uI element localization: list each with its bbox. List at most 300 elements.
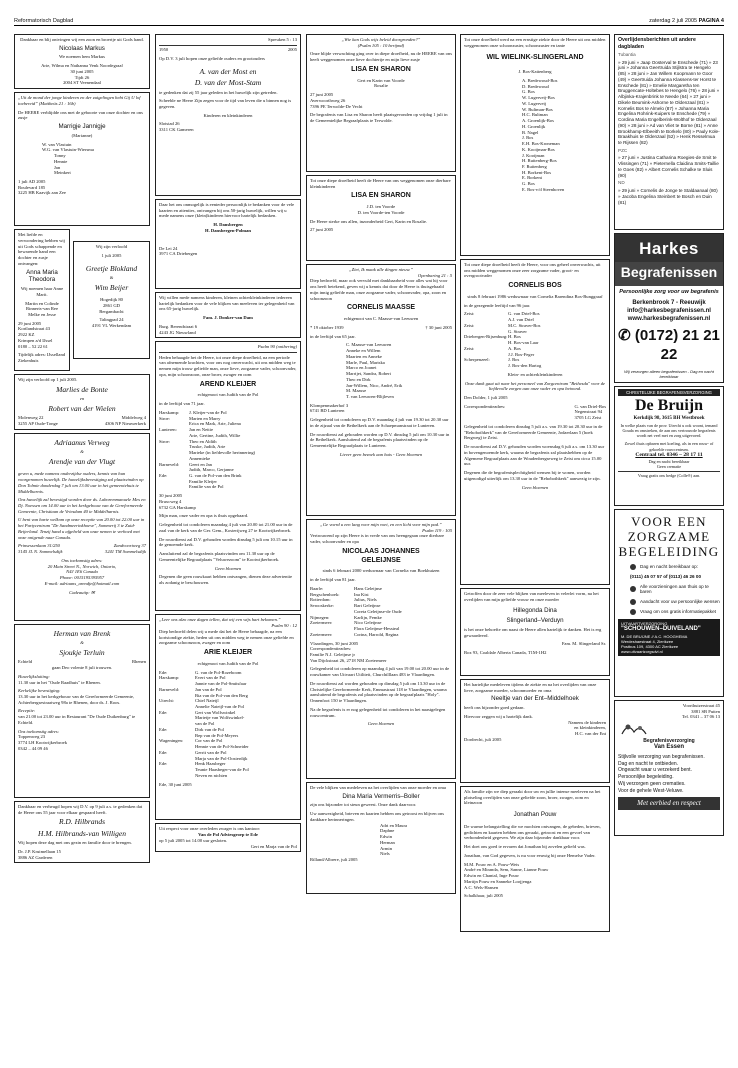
family-list [310,586,452,638]
logo-text: Begrafenisverzorging [643,738,695,745]
obituary-cornelis-maasse [306,264,456,516]
blessing: Scheeble ne Heere Zijn zegen voor de tijd van leven die u binnen nog is gegeven. [159,98,292,110]
thanks-vermerris [306,782,456,894]
partner-name-2: D. van der Most-Stam [194,78,262,88]
date: 27 juni 2005 [310,227,334,233]
bullet-text: Alle voorzieningen aan thuis op te baren [639,583,709,595]
family-member: Hennie van de Pol-Schneider [195,744,249,750]
family-member: Chiel Nateijl [195,698,219,704]
notice-text: Uit respect voor onze overleden zwager is ons kantoor: [159,826,261,832]
obituary-text: Diep bedroefd, maar ook vervuld met dankbaarheid voor alles wat hij voor ons heeft betekend, geven wij u kennis dat door de Heere is thuisgehaald mijn innig geliefde man, onze zorgzame vader, schoonvader, opa, zoon en schoonzoon [310,278,448,301]
ad-van-essen [614,700,724,836]
ampersand: & [109,275,114,280]
family-place: Zeist: [464,311,475,317]
family-place: Zoetermeer: [310,631,333,637]
family-member: Henk Haasbeger [195,761,226,767]
family-member: Cor van de Pol [195,738,223,744]
family-list: M.M. Pouw en A. Pouw-Weis André en Miranda, Sem, Sanne, Lianne Pouw Edwin en Chantal, Inge Pouw Martijn Pouw en Sanneke Loojjenga A.C. Wels-Hansen [464,861,549,890]
anniversary-van-der-most [155,34,301,196]
partner-name-1: R.D. Hilbrands [58,817,106,827]
family-member: Erica en Mark, Arie, Juliena [189,421,241,427]
siblings: Tonny Hennie Jan Meinkert [54,153,71,176]
address: Dr. J.P. Kruimellaan 15 3886 AZ Garderen [18,848,61,860]
thanks-text-2: De warme belangstelling die we mochten ontvangen, de gebeden, brieven, gedichten en kaarten hebben ons geraakt, getroost en een gevoel van verbondenheid gegeven. We zijn daar bijzonder dankbaar voor. [464,823,601,841]
bible-quote: „Wie kan Gods wijs beleid doorgronden?” [341,37,421,42]
family-member: Marten en Marry [189,415,221,421]
thanks-dansbergen [155,199,301,289]
obituary-text: Diep bedroefd delen wij u mede dat het de Heere behaagde, na een kortstondige ziekte, heden uit ons midden weg te nemen onze geliefde en zorgzame schoonzoon, zwager en oom [159,628,294,646]
age: in de leeftijd van 65 jaar. [310,333,356,339]
service-info: De rouwdienst zal D.V. gehouden worden dinsdag 5 juli om 10.15 uur in de genoemde kerk. [159,536,293,548]
index-title: Overlijdensberichten uit andere dagbladen [618,37,696,50]
thanks-text: Als familie zijn we diep geraakt door uw en jullie intense meeleven na het plotseling overlijden van onze geliefde zoon, broer, zwager, oom en kleinzoon [464,789,601,806]
family-list [159,670,297,779]
family-place: Ede: [159,472,168,478]
ad-title: De Bruijn [635,397,703,415]
bullet-text: Vraag om ons gratis informatiepakket [640,609,716,615]
family-place: Lunteren: [159,427,177,433]
family-member: Bart Geleijnse [354,603,381,609]
age: in de gezegende leeftijd van 96 jaar. [464,302,531,308]
deceased-name: CORNELIS MAASSE [346,304,416,312]
partner-name-1: Herman van Brenk [53,628,111,638]
address-2: Talingpad 24 4191 VL Werkendam [91,317,132,329]
company-address: Werdeshaestraat 4, Zierikzee [621,638,674,644]
ad-schouwen-duiveland [614,509,724,697]
family-place: Ede: [159,749,168,755]
ad-bullet-4 [630,609,720,615]
ad-subtext: Dag en nacht bereikbaar Geen crematie [648,458,690,469]
ad-text: In welke plaats van de prov. Utrecht u ook woont, iemand Gouda en omstreken, de aan ons vertrouwde begrafenis wordt net veel met en zorg uitgevoerd. [620,422,718,438]
family-list: A. Bredewoud-Bos D. Bredewoud G. Bos W. Lugerveij-Bos W. Lugerveij W. Bultman-Bos H.C. Bultman A. Groenlijk-Bos H. Groenlijk B. Nagel J. Bos E.H. Bos-Kroneman K. Kooijman-Bos J. Kooijman H. Ruitenberg-Bos F. Ruitenberg H. Borkent-Bos E. Borkent G. Bos E. Bos-v/d Steenhoven [522,77,565,192]
wedding-herman-sjoukje [14,624,150,798]
family-member: Teunie Haasbeger-van de Pol [195,767,249,773]
ad-bullet-3 [630,599,720,605]
address: Averwoorthweg 26 7396 PE Terwolde-De Vecht [310,97,363,109]
family-member: Geert en Jan [189,461,212,467]
thanks-text: Wij willen mede namens kinderen, kleinen achterkleinkinderen iedereen hartelijk bedanken voor de vele blijken van meeleven ter gelegenheid van ons 65-jarig huwelijk. [159,295,295,312]
reception-info: U bent van harte welkom op onze receptie van 20.00 tot 22.00 uur in het Partycentrum "De Sandmeerinkhoeve", Sommerij 3 te Zuid-Beijerland. Tenzij hand u afgebeld van onze nemen te verhoed met onze onigende naar Canada. [18,517,145,540]
family-member: Evert van de Pol [195,675,226,681]
section-text: Toppenweg 23 3774 LH Kootwijkerbroek 0342 – 44 09 46 [18,734,67,751]
bible-quote: „Ziet, Ik maak alle dingen nieuw.” [349,267,413,272]
address-right: Zandvoortweg 37 3241 TM Sommelsdijk [104,543,146,555]
spouse-line: echtgenoot van Judith van de Pol [197,392,259,398]
family-member: Arie, Gertine, Judith, Willie [189,432,241,438]
ad-title-1: Harkes [615,234,723,262]
page-date-number [649,18,724,25]
ad-address: Kerkdijk 98, 3615 BH Westbroek [633,416,705,422]
family-list: C. Maasse-van Leeuwen Anneke en Willem Maarten en Anneke Marle, Paul, Mariska Marco en Joanet Marrijet, Sandra, Robert Theo en Dirk Jan-Willem, Nico, André, Erik M. Maasse T. van Leeuwen-Blijleven [346,342,403,399]
column-1 [14,34,150,866]
family-list [464,311,606,368]
family-member: Familie van de Pol [189,484,224,490]
family-name: Fam. J. Donker-van Dam [203,315,253,321]
service-info: De rouwdienst zal gehouden worden op D.V. dinsdag 5 juli om 10.30 uur in de Bethelkerk. Aansluitend zal de begrafenis plaatsvinden op de Gemeentelijke Begraafplaats te Lunteren. [310,431,450,449]
family-member: Truske, Judith, Arie [189,444,226,450]
thanks-text: De vele blijken van medeleven na het overlijden van onze moeder en oma [310,785,446,790]
section-text: van 21.00 tot 23.00 uur in Restaurant "De Oude Duikenburg" te Echteld. [18,714,136,725]
family-member: Jan van de Pol [195,686,222,692]
index-section-tubantia: Tubantia [618,52,636,57]
thanks-jonathan-pouw [460,786,610,932]
family-row [464,357,606,368]
deceased-name: CORNELIS BOS [508,282,562,290]
flowers-note: Geen bloemen [214,565,242,571]
family-list [159,410,297,490]
ad-footer: Wij verzorgen alleen begrafenissen - Dag en nacht bereikbaar [624,368,714,379]
row-anna-greetje [14,229,150,374]
wedding-text: gaan Deo volente 8 juli trouwen. [51,665,113,671]
family-place: Rotterdam: [310,597,331,603]
spouse-line: echtgenoot van Judith van de Pol [197,660,259,666]
child-name: Anna Maria Theodora [26,268,58,284]
family-member: Julius, Niels [354,597,377,603]
grandchildren: Klein- en achterkleinkinderen [507,371,563,377]
ad-email[interactable]: info@harkesbegrafenissen.nl [627,307,711,314]
ad-band: CHRISTELIJKE BEGRAFENISVERZORGING [618,389,720,396]
deceased-name-1: Hillegonda Dina [513,607,557,615]
partner-name-2: Arendje van der Vlugt [48,456,116,466]
address: Boulevard 185 3225 HB Kaavijk aan Zee [18,184,66,196]
future-address-title: Ons toekomstig adres: [61,557,103,563]
parents: Arie, Wilma en Nathanna Venk Noordegraaf [41,63,123,69]
family-member: Gerrit van de Pol [195,749,227,755]
ad-lines: Stijlvolle verzorging van begrafenissen. Dag en nacht te ontbieden. Ongeacht waar u verzekerd bent. Persoonlijke begeleiding. Wij verzorgen geen crematies. Voor de gehele West-Veluwe. [618,753,705,794]
family-member: van de Pol [195,721,215,727]
family-member: Annemieke [189,455,211,461]
obituary-arie-kleijer [155,614,301,820]
flower-logo-icon [618,720,678,738]
bullet-icon [630,564,636,570]
address: 2004 ST Veenendaal [63,80,101,86]
index-entries: » 27 juni » Justina Catharina Roegies-de Smit te Vlissingen (71) » Pieternella Claidina Smits-Taillie te Goes (82) » Albert Cornelis Schalke te Sluis (90) [618,155,719,178]
section-title: Receptie: [18,708,36,714]
engagement-marlies-robert [14,374,150,430]
conjunction: en [79,396,85,402]
after-burial-info: Na de begrafenis is er nog gelegenheid tot condoleren in het naastgelegen rouwcentrum. [310,706,446,718]
birth-announcement-nicolaas [14,34,150,89]
obituary-lisa-sharon-parents [306,34,456,172]
family-place: Zoetermeer: [310,620,333,626]
family-place: Nijmegen: [310,614,330,620]
deceased-name-1: NICOLAAS JOHANNES [342,547,420,555]
name-1: H. Dansbergen [213,222,243,228]
family-member: Flora Geleijnse-Hessteal [354,626,400,632]
company-owners: M. DE BRUIJNE // A.C. HOOGHEMA [621,633,688,639]
index-section-pzc: PZC [618,147,628,153]
family-member: H. Bos H. Bos-van Laar [508,334,539,346]
age: in de leeftijd van 81 jaar. [310,577,356,583]
family-member: Coreta Geleijnse-de Oude [354,608,402,614]
bullet-text: Dag en nacht bereikbaar op: [640,563,698,569]
address: Correspondentieadres: Familie N.J. Geleijnse jr Van Dijckstraat 26, 2718 NM Zoetermeer [310,646,387,663]
address-1: Hogedijk 80 2861 GD Bergambacht [99,297,124,314]
family-place: Scherpenzeel: [464,357,490,363]
future-address: 20 Main Street N., Norwich, Ontario, N4J 1E6 Canada Phone: 0015195395957 E-mail: adriaans_arendje@hotmail.com [44,563,120,586]
family-place: Ede: [159,726,168,732]
place-date: Den Dolder, 1 juli 2005 [464,394,508,400]
thanks-text-2: zijn ons bijzonder tot steun geweest. Onze dank daarvoor. [310,802,417,808]
family-row [464,346,606,357]
birth-date: * 19 oktober 1939 [310,324,344,330]
family-member: Bep van de Pol-Meyers [195,732,239,738]
bible-quote: „Uit de mond der jonge kinderen en der zuigelingen hebt Gij U lof toebereid” (Mattheüs 21 : 16b) [18,95,141,106]
family-member: Bia van de Pol-van den Berg [195,692,248,698]
ad-harkes-begrafenissen [614,233,724,383]
announcement-text: De HEERE verblijdde ons met de geboorte van onze dochter en ons zusje [18,109,143,121]
date: Ede, 30 juni 2005 [159,781,192,787]
ad-bullet-1 [630,564,720,580]
date: Vlaardingen, 30 juni 2005 [310,640,359,646]
company-name: Van de Pol Adviesgroep te Ede [198,832,258,838]
ad-company-band [618,619,720,656]
thanks-text: Getroffen door de zeer vele blijken van meeleven in velerlei vorm, na het overlijden van mijn geliefde vrouw en onze moeder [464,591,599,602]
birth-date: 1 juli AD 2005 [18,178,46,184]
company-type: UITVAARTVERZORGING [621,621,668,627]
family-member: J. Kleijer-van de Pol [189,409,227,415]
family-member: Nico Geleijnse [354,620,382,626]
index-entries: » 29 juni » Jaap Oosterval te Enschede (71) » 23 juni » Johanna Geertruida Stijlstra te Hengelo (85) » 28 juni » Jan Willem Koopmann te Goor (49) » Geertruida Johanna Klassens-ter Horst te Enschede (81) » Emelie Margaretha ten Bruggencate-Holtebes te Hengelo (76) » 28 juni » Albjinka-Krajenbrink te Neede (64) » 27 juni » Dikele Beumink-Ashorne te Oldenzaal (81) » Kornelis Bos te Almelo (87) » Johanna Maria Engelina Rohrink-Kuipers te Enschede (79) » Cordina Maria Engelberink-Wolthof te Oldenzaal (90) » 28 juni » Ad van Vliet te Borne (81) » Anne Brookhamp-Elbeeith te Borkelo (80) » Pauly Kole-Braakhuis te Oldenzaal (52) » Henk Resselmua te Rijssen (82) [618,59,720,146]
deceased-name: Jonathan Pouw [513,811,557,819]
family-member: Neven en nichten [195,772,228,778]
bible-ref: Spreuken 5 : 13 [268,37,297,42]
deceased-name: Neeltje van der Ent–Middelhoek [491,695,579,703]
thanks-slingerland [460,588,610,676]
ad-de-bruijn [614,386,724,506]
partner-name-1: Marlies de Bonte [56,384,108,394]
column-4 [460,34,610,935]
bible-ref: Psalm 119 : 105 [422,527,452,533]
parents: Gert en Karin van Voorde Rosalie [357,77,405,89]
place-right: Rhenen [131,659,146,665]
burial-info: Aansluitend zal de begrafenis plaatsvinden om 11.30 uur op de Gemeentelijke Begraafplaats "Veluwezoom" te Kootwijkerbroek. [159,551,280,562]
bullet-icon [630,609,636,615]
family-place: Ede: [159,669,168,675]
family-member: G. van Driel-Bos A.J. van Driel [508,311,540,323]
address: De Lei 24 3971 CA Driebergen [159,245,198,257]
family-row [464,323,606,334]
ad-address: Berkenbrook 7 - Reeuwijk [632,299,706,306]
service-info: De rouwdienst zal worden gehouden op dinsdag 5 juli om 13.30 uur in de Christelijke Gereformeerde Kerk, Emmastraat 118 te Vlaardingen, waarna aansluitend de begrafenis zal plaatsvinden op de begraafplaats "Holy". Onnenfoot 150 te Vlaardingen. [310,680,447,704]
place-left: Echteld [18,659,33,665]
thanks-text: Daar het ons onmogelijk is eenieder persoonlijk te bedanken voor de vele kaarten en attenties, ontvangen bij ons 50-jarig huwelijk, willen wij u mede namens onze (klein)kinderen hiervoor hartelijk bedanken. [159,202,295,219]
signature: Gert en Marja van de Pol [250,843,297,849]
family-row [464,334,606,345]
address: Slotstad 26 3311 CK Gameren [159,121,194,133]
section-text: 13.30 uur in het kerkgebouw van de Gereformeerde Gemeente, Achterbergsestraatweg 98a te Rhenen, door ds. J. Roos. [18,694,135,705]
column-2 [155,34,301,855]
thanks-donker [155,292,301,338]
age: in de leeftijd van 71 jaar. [159,401,205,407]
family-member: Hans Geleijnse [354,585,382,591]
birth-announcement-anna [14,229,70,371]
wedding-ceremony: Ons huwelijk zal bevestigd worden door ds. Laboremmanuele Mes en Dj. Noessen om 14.00 uur in het kerkgebouw van de Gereformeerde Gemeente, Christiaan de Vriesdam 40 te Middelharnis. [18,497,146,514]
condolence-info: Gelegenheid tot condoleren op D.V. maandag 4 juli van 19.30 tot 20.30 uur in de zijzaal van de Bethelkerk aan de Schaepmanstraat te Lunteren. [310,417,449,428]
family-list: Adri en Maura Daphne Edwin Herman Armin Niels [380,822,408,857]
phone-number: (0172) 21 21 22 [634,327,720,363]
company-website[interactable]: www.uitvaartzorgsdvi.nl [621,648,663,654]
date: 27 juni 2005 [310,92,334,98]
family-member: Marietje van Wolfswinkel- [195,715,245,721]
thanks-text-3: Het doet ons goed te ervaren dat Jonathan bij zovelen geliefd was. [464,844,586,850]
deceased-name-2: GELEIJNSE [361,556,401,564]
page-number: PAGINA 4 [698,18,724,25]
family-row [464,311,606,322]
family-place: Wageningen: [159,738,184,744]
grandparents: J.D. ten Voorde D. ten Voorde-ten Voorde [357,204,405,215]
obituary-lisa-sharon-grandparents [306,175,456,261]
signature: Fam. M. Slingerland Sr. [561,641,606,647]
bullet-icon [630,599,636,605]
announcement-text: Met liefde en verwondering hebben wij uit Gods schappende en bewarende hand een dochter en zusje ontvangen: [18,232,65,266]
family-place: Ede: [159,709,168,715]
family-place: Bergschenhoek: [310,591,340,597]
thanks-text: Het hartelijke medeleven tijdens de ziekte en na het overlijden van onze lieve, zorgzame moeder, schoonmoeder en oma [464,682,597,693]
birth-announcement-marrigje [14,92,150,226]
ad-phone: Centraal tel. 0346 – 28 17 11 [635,451,703,458]
partner-name-2: Robert van der Wielen [48,404,116,413]
children: Kinderen en kleinkinderen [203,112,253,118]
gift-tip: Cadeautip: ✉ [69,589,95,595]
place-date: Rilland/Albrere, juli 2005 [310,857,358,863]
date: 30 juni 2005 [159,493,183,499]
year-end: 2005 [287,47,297,53]
flowers-note: Geen bloemen [521,484,549,490]
child-name: Marrigje Jannigje [58,123,106,131]
obituary-text: Heden behaagde het de Heere, tot onze diepe droefheid, na een periode van afnemende krachten, voor ons nog onverwacht, uit ons midden weg te nemen mijn trouw geliefde man, onze lieve, zorgzame vader, schoonvader, opa, mijn schoonzoon, onze broer, zwager en oom [159,354,297,377]
deceased-name: LISA EN SHARON [351,65,411,73]
obituary-cornelis-bos [460,259,610,585]
obituary-text: Tot onze diepe droefheid heeft de Heere, voor ons geheel onverwachts, uit ons midden weggenomen onze zeer zorgzame vader, groot- en overgrootvader [464,262,601,279]
spouse-line: echtgenoot van C. Maasse-van Leeuwen [343,316,419,322]
correspondence-label: Correspondentieadres: [464,403,506,409]
condolence-info: Gelegenheid tot condoleren maandag 4 juli van 20.00 tot 21.00 uur in de zaal van de kerk van de Ger. Gem., Kosterijweg 27 te Kootwijkerbroek. [159,522,293,533]
family-place: Stroe: [159,415,170,421]
family-member: A. Bos J.J. Bos-Feger [508,345,535,357]
engagement-text: Wij zijn verloofd op 1 juli 2005. [18,377,78,383]
ad-tagline: Persoonlijke zorg voor uw begrafenis [619,288,719,295]
obituary-wielink [460,34,610,256]
parents: W. van Vlastuin W.G. van Vlastuin-Wiersma [42,141,94,153]
temporary-address: Tijdelijk adres: IJsselland Ziekenhuis [18,352,66,364]
partner-name-2: Wim Beijer [94,282,129,292]
family-member: Karlijn, Femke [354,614,382,620]
thanks-text-3: Uw aanwezigheid, brieven en kaarten hebben ons getroost en blijven ons dankbare herinneringen. [310,811,445,822]
ad-caption: Vraag gratis ons bedge (Colle®) aan. [618,471,720,478]
family-member: Jan en Nettie [189,427,213,433]
address-left: Prinsessenlaan 31/250 3145 JL N. Sommelsdijk [18,543,63,555]
deceased-name-2: Slingerland–Verduyn [506,617,564,625]
birth-time: Tijdt 26 [74,74,90,80]
deceased-name: WIL WIELINK-SLINGERLAND [486,54,584,62]
thanks-text-3: Hiervoor zeggen wij u hartelijk dank. [464,713,533,719]
family-member: Judith, Marco, Gerjanne [189,467,234,473]
thanks-van-der-ent [460,679,610,783]
thanks-quote: Onze dank gaat uit naar het personeel van Zorgcentrum "Bethesda" voor de liefdevolle zorgen aan onze vader en opa betoond. [464,380,606,392]
newspaper-name: Reformatorisch Dagblad [14,18,74,25]
family-head: J. Bos-Kattenberg [518,69,552,75]
family-place: Zeist: [464,322,475,328]
partner-name-1: Greetje Blokland [85,263,138,273]
family-member: Marieke (in liefdevolle herinnering) [189,450,256,456]
parents: Martin en Colinde Rinnerts-van Ree Melke en Jesse [25,300,59,317]
family-member: Annelie Nateijl-van de Pol [195,703,245,709]
bullet-phones: (0111) 45 07 57 of (0113) 46 26 00 [630,573,702,579]
thanks-text-2: is het onze behoefte om naast de Heere allen hartelijk te danken. Het is erg gewaardeerd. [464,626,602,638]
deceased-name: ARIE KLEIJER [203,649,253,657]
deceased-name: LISA EN SHARON [351,192,411,200]
family-member: Ina Kist [354,591,369,597]
attend-info: Degenen die de begrafenisplechtigheid wensen bij te wonen, worden uitgenodigd uiterlijk om 13.30 uur in de "Rehobothkerk" aanwezig te zijn. [464,470,601,481]
family-place: Harskamp: [159,409,180,415]
ad-website[interactable]: www.harkesbegrafenissen.nl [627,315,711,322]
ad-bullet-2 [630,584,720,595]
wedding-text: geven u, mede namens onderzijdse ouders, kennis van hun voorgenomen huwelijk. De huwelijksbevestiging zal plaatsvinden op Don Tolmie donderdag 7 juli om 13.00 uur in het gemeentehuis te Middelharnis. [18,471,144,494]
bible-quote: „Ge voerd u een lang voor mijn voet, en een licht voor mijn pad.” [320,522,442,527]
bible-ref: Openbaring 21 : 5 [417,272,452,278]
anniversary-text: Dankbaar en verheugd hopen wij D.V. op 9 juli a.s. te gedenken dat de Heere ons 55 jaar voor elkaar gespaard heeft. [18,803,143,815]
bullet-text: Aandacht voor uw persoonlijke wensen [640,599,720,605]
comfort-text: De Heere sterke ons allen, inzonderheid Gert, Karin en Rosalie. [310,218,428,224]
partner-name-1: Adriaanus Verweg [54,437,110,447]
ad-phone [615,323,723,369]
section-title: Huwelijksluiting: [18,673,50,679]
widower-line: sinds 6 februari 2000 weduwnaar van Cornelia van Boekhuizen [322,568,440,574]
nickname-line: We noemen hem Markus [59,54,105,60]
address-left: Molenweg 22 3255 AP Oude-Tonge [18,415,58,427]
deceased-name: Dina Maria Vermerris–Boller [342,792,420,800]
deceased-name: AREND KLEIJER [199,380,257,388]
masthead [14,14,724,26]
family-member: Jannie van de Pol-Smitsfaar [195,681,247,687]
wedding-adriaanus-arendje [14,433,150,621]
partner-name-2: Sjoukje Terluin [59,647,105,657]
thanks-text-2: heeft ons bijzonder goed gedaan. [464,705,525,711]
phone-icon: ✆ [618,327,631,345]
partner-name-1: A. van der Most en [199,66,257,76]
section-title: Kerkelijke bevestiging: [18,688,61,694]
family-place: Zeist: [464,345,475,351]
ampersand: & [80,640,84,646]
place-date: Dordrecht, juli 2005 [464,736,502,742]
ad-title: VOOR EEN ZORGZAME BEGELEIDING [618,514,720,559]
condolence-info: Gelegenheid tot condoleren dinsdag 5 juli a.s. van 19.30 tot 20.30 uur in de "Rehobothkerk" van de Gereformeerde Gemeente, Jodaerlaan 5 (hoek Bergweg) te Zeist. [464,423,603,441]
condolence-info: Gelegenheid tot condoleren op maandag 4 juli van 19.00 tot 20.00 uur in de rouwkamer van Uitvaart Utiliteit, Churchilllaan 483 te Vlaardingen. [310,666,450,678]
obituary-geleijnse [306,519,456,779]
family-place: Barneveld: [159,686,180,692]
obituary-text: Tot onze droefheid werd na een ernstige ziekte door de Heere uit ons midden weggenomen onze schoonzuster, schoonzuster en tante [464,37,606,48]
family-place: Ede: [159,761,168,767]
family-place [159,484,189,490]
anniversary-hilbrands [14,801,150,863]
obituary-arend-kleijer [155,341,301,611]
anniversary-text-2: Wij hopen deze dag met ons gezin en familie door te brengen. [18,840,132,846]
burial-info: De begrafenis van Lisa en Sharon heeft plaatsgevonden op vrijdag 1 juli in de Gemeentelijke Begraafplaats te Terwolde. [310,112,448,124]
office-closure-notice [155,823,301,852]
family-place: Driebergen-Rijsenburg: [464,334,508,340]
lying-in-state: Mijn man, onze vader en opa is thuis opgebaard. [159,513,249,519]
column-3 [306,34,456,897]
place-date: Schalkhaar, juli 2005 [464,893,503,899]
anniversary-text: Op D.V. 3 juli hopen onze geliefde ouders en grootouders [159,56,265,62]
closure-time: op 5 juli 2005 tot 14.00 uur gesloten. [159,837,228,843]
family-member: Dirk van de Pol [195,726,224,732]
family-member: Theo en Aldith [189,438,217,444]
anniversary-text-2: te gedenken dat zij 55 jaar geleden in het huwelijk zijn getreden. [159,89,278,95]
family-member: M.C. Straver-Bos G. Straver [508,322,541,334]
death-date: † 30 juni 2005 [425,324,452,330]
